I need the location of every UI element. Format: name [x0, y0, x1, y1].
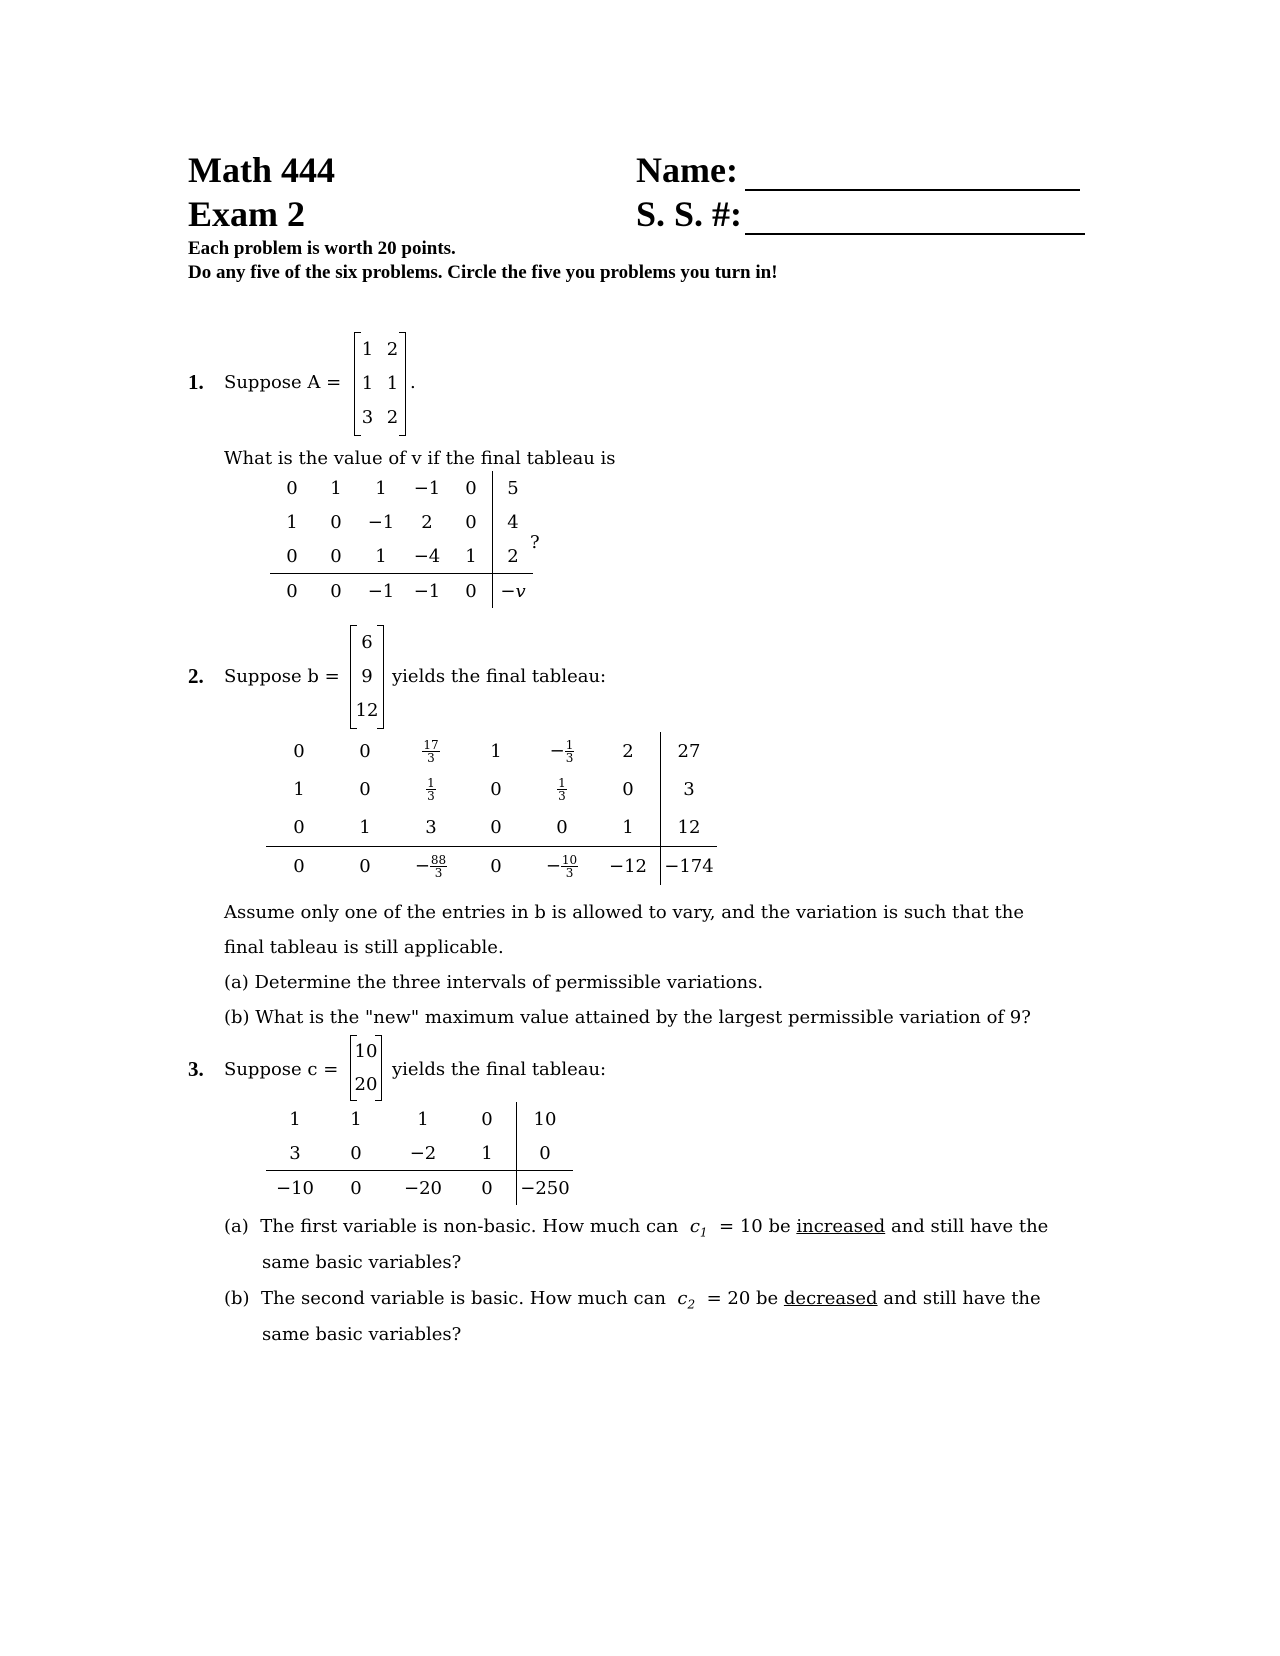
matrix-a-cell: 1 [386, 372, 399, 394]
tableau-cell: −12 [596, 847, 661, 886]
matrix-a-cell: 2 [386, 338, 399, 360]
problem-2-text-2: final tableau is still applicable. [224, 937, 504, 958]
problem-3-after: yields the final tableau: [392, 1059, 607, 1080]
matrix-a-cell: 2 [386, 406, 399, 428]
tableau-cell: 2 [622, 740, 634, 762]
tableau-cell: −1 [358, 574, 404, 609]
tableau-cell: 3 [425, 816, 437, 838]
vector-b [350, 625, 384, 729]
tableau-cell: 1 [330, 477, 342, 499]
problem-3-number: 3. [188, 1057, 204, 1081]
tableau-cell: 0 [556, 816, 568, 838]
tableau-cell: 0 [286, 477, 298, 499]
problem-2-part-b: (b) What is the "new" maximum value attained by the largest permissible variation of 9? [224, 1007, 1031, 1028]
tableau-cell: −10 [266, 1171, 324, 1206]
tableau-cell: 1 [417, 1108, 429, 1130]
tableau-fraction: $\frac{1}{3}$ [427, 775, 435, 803]
instruction-points: Each problem is worth 20 points. [188, 238, 456, 259]
vector-c [350, 1035, 382, 1101]
tableau-cell: 0 [266, 847, 332, 886]
tableau-cell: −2 [409, 1142, 437, 1164]
tableau-cell: 0 [330, 545, 342, 567]
tableau-cell: 0 [293, 816, 305, 838]
tableau-cell: −1 [413, 477, 441, 499]
problem-2-part-a: (a) Determine the three intervals of permissible variations. [224, 972, 764, 993]
instruction-choose: Do any five of the six problems. Circle the five you problems you turn in! [188, 262, 778, 283]
tableau-cell: 0 [359, 778, 371, 800]
tableau-cell: 1 [293, 778, 305, 800]
tableau-cell: 0 [465, 511, 477, 533]
problem-3-part-a: (a) The first variable is non-basic. How much can $c_1 = 10$ be increased and still have the [224, 1216, 1049, 1240]
c2-variable: $c_2$ [677, 1288, 696, 1312]
matrix-a-cell: 1 [361, 372, 374, 394]
tableau-cell: −20 [388, 1171, 458, 1206]
question-mark: ? [530, 532, 540, 553]
tableau-cell: 0 [324, 1171, 388, 1206]
tableau-cell: 1 [481, 1142, 493, 1164]
tableau-cell: 1 [350, 1108, 362, 1130]
problem-1-tableau [270, 471, 533, 608]
tableau-cell: 0 [622, 778, 634, 800]
tableau-cell: 1 [490, 740, 502, 762]
vector-c-entry: 20 [354, 1074, 378, 1095]
name-label: Name: [636, 150, 738, 190]
problem-1-number: 1. [188, 370, 204, 394]
tableau-cell: 0 [359, 740, 371, 762]
problem-2-after: yields the final tableau: [392, 666, 607, 687]
problem-2-tableau [266, 732, 717, 885]
problem-3-intro: Suppose c = [224, 1059, 339, 1080]
tableau-cell: 0 [332, 847, 398, 886]
tableau-cell: 1 [465, 545, 477, 567]
tableau-cell: 0 [481, 1108, 493, 1130]
tableau-cell: 0 [517, 1136, 574, 1171]
tableau-cell: 1 [359, 816, 371, 838]
tableau-fraction: $\frac{1}{3}$ [558, 775, 566, 803]
tableau-cell: 0 [490, 778, 502, 800]
tableau-cell: 0 [450, 574, 493, 609]
problem-1-intro: Suppose A = [224, 372, 342, 393]
tableau-cell: 0 [350, 1142, 362, 1164]
tableau-cell: 5 [493, 471, 534, 505]
tableau-cell: 0 [286, 545, 298, 567]
tableau-cell: 4 [493, 505, 534, 539]
problem-3-tableau [266, 1102, 573, 1205]
tableau-cell: 2 [493, 539, 534, 574]
problem-2-intro: Suppose b = [224, 666, 340, 687]
tableau-cell: −1 [367, 511, 395, 533]
tableau-cell: 3 [289, 1142, 301, 1164]
name-blank-line[interactable] [745, 189, 1080, 191]
tableau-cell: −250 [517, 1171, 574, 1206]
tableau-cell: 12 [661, 808, 718, 847]
c1-variable: $c_1$ [689, 1216, 708, 1240]
tableau-cell: 0 [465, 477, 477, 499]
course-title: Math 444 [188, 150, 335, 190]
vector-b-entry: 9 [361, 665, 373, 687]
problem-1-question: What is the value of v if the final tableau is [224, 448, 616, 469]
tableau-cell: −v [493, 574, 534, 609]
tableau-cell: 1 [289, 1108, 301, 1130]
vector-b-entry: 12 [355, 699, 379, 721]
tableau-cell: 1 [375, 545, 387, 567]
tableau-cell: 10 [517, 1102, 574, 1136]
tableau-cell: 0 [464, 847, 528, 886]
tableau-cell: 2 [421, 511, 433, 533]
ss-blank-line[interactable] [745, 233, 1085, 235]
tableau-fraction: − $\frac{10}{3}$ [528, 847, 596, 886]
ss-label: S. S. #: [636, 194, 743, 234]
matrix-a [354, 332, 406, 436]
tableau-fraction: $\frac{17}{3}$ [423, 737, 439, 765]
tableau-cell: 1 [622, 816, 634, 838]
vector-b-entry: 6 [361, 631, 373, 653]
tableau-cell: 0 [270, 574, 314, 609]
tableau-cell: 3 [661, 770, 718, 808]
tableau-cell: −4 [413, 545, 441, 567]
problem-3-part-b-cont: same basic variables? [262, 1324, 462, 1345]
tableau-cell: 0 [330, 511, 342, 533]
tableau-cell: −174 [661, 847, 718, 886]
exam-title: Exam 2 [188, 194, 305, 234]
matrix-a-cell: 1 [361, 338, 374, 360]
matrix-a-cell: 3 [361, 406, 374, 428]
problem-2-text-1: Assume only one of the entries in b is allowed to vary, and the variation is such that the [224, 902, 1025, 923]
vector-c-entry: 10 [354, 1041, 378, 1062]
problem-2-number: 2. [188, 664, 204, 688]
tableau-cell: 1 [286, 511, 298, 533]
tableau-cell: 27 [661, 732, 718, 770]
tableau-fraction: − $\frac{1}{3}$ [549, 737, 574, 765]
tableau-cell: 0 [293, 740, 305, 762]
tableau-cell: 0 [314, 574, 358, 609]
tableau-cell: 1 [375, 477, 387, 499]
tableau-fraction: − $\frac{88}{3}$ [398, 847, 464, 886]
tableau-cell: 0 [458, 1171, 517, 1206]
problem-3-part-b: (b) The second variable is basic. How much can $c_2 = 20$ be decreased and still have the [224, 1288, 1041, 1312]
tableau-cell: 0 [490, 816, 502, 838]
problem-3-part-a-cont: same basic variables? [262, 1252, 462, 1273]
matrix-a-period: . [410, 372, 416, 393]
tableau-cell: −1 [404, 574, 450, 609]
